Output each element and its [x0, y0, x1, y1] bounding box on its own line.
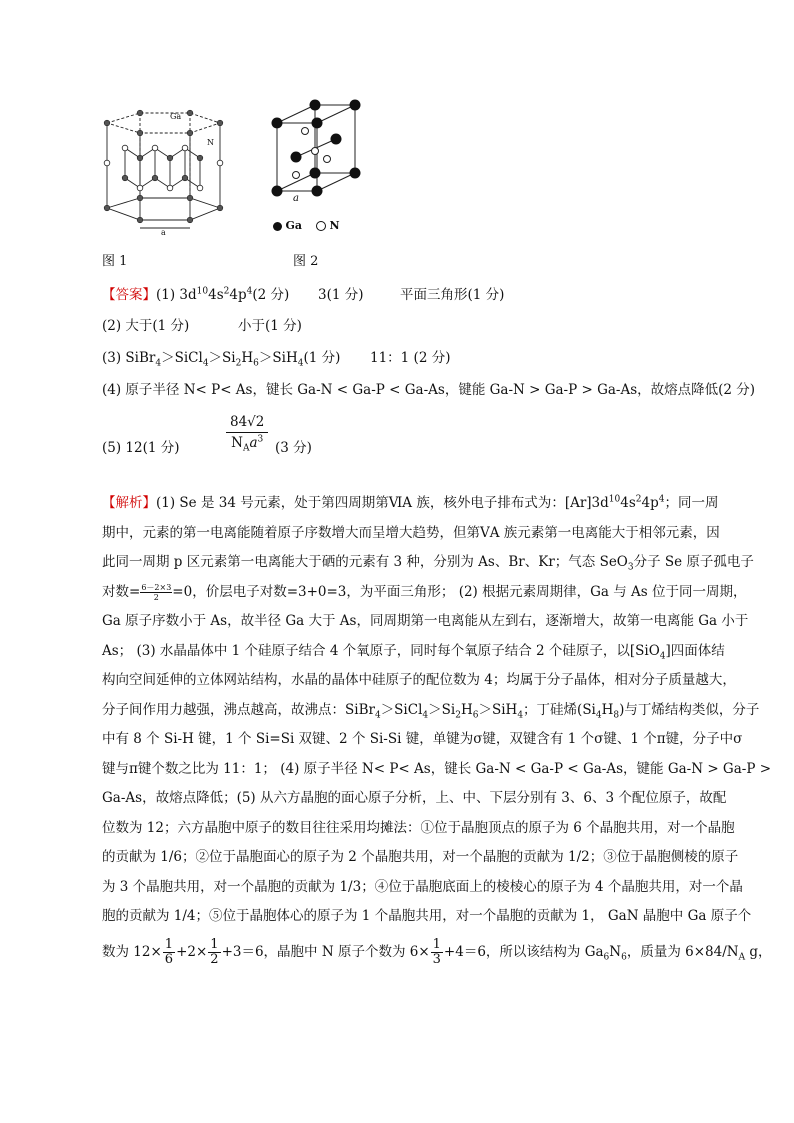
- analysis-line-3: 此同一周期 p 区元素第一电离能大于硒的元素有 3 种，分别为 As、Br、Kr；气态 SeO$_3$分子 Se 原子孤电子: [102, 554, 754, 573]
- figure-2-unit-cell: [265, 95, 375, 240]
- lone-pair-fraction: $\frac{6-2\times 3}{2}$: [141, 582, 172, 602]
- answer-q1-b: 3(1 分): [318, 287, 364, 303]
- fraction-one-third: $\frac{1}{3}$: [432, 936, 441, 967]
- answer-q3-ratio: 11：1 (2 分): [370, 350, 451, 366]
- n-legend-icon: [316, 221, 326, 231]
- answer-q5: (5) 12(1 分): [102, 440, 180, 456]
- figure-1-caption: 图 1: [102, 254, 128, 269]
- figure-2-legend: [273, 219, 340, 232]
- answer-tag: 【答案】: [102, 287, 156, 303]
- answer-q2: (2) 大于(1 分): [102, 318, 190, 334]
- fraction-one-half: $\frac{1}{2}$: [210, 936, 219, 967]
- analysis-line-1: 【解析】(1) Se 是 34 号元素，处于第四周期第ⅥA 族，核外电子排布式为：$[Ar]3d^{10}4s^24p^4$；同一周: [102, 494, 719, 511]
- answer-q5-score: (3 分): [275, 440, 312, 456]
- analysis-line-2: 期中，元素的第一电离能随着原子序数增大而呈增大趋势，但第ⅤA 族元素第一电离能大于相邻元素，因: [102, 524, 720, 541]
- analysis-line-8: 分子间作用力越强，沸点越高，故沸点：$SiBr_4>SiCl_4>Si_2H_6>SiH_4$；丁硅烯$(Si_4H_8)$与丁烯结构类似，分子: [102, 701, 760, 721]
- answer-q1-c: 平面三角形(1 分): [400, 287, 505, 303]
- answer-line-1: 【答案】(1) $3d^{10}4s^24p^4(2$ 分): [102, 286, 290, 303]
- n-legend-label: N: [329, 219, 340, 232]
- analysis-line-10: 键与π键个数之比为 11：1； (4) 原子半径 N< P< As，键长 Ga-N < Ga-P < Ga-As，键能 Ga-N > Ga-P >: [102, 760, 772, 777]
- analysis-line-7: 构向空间延伸的立体网站结构，水晶的晶体中硅原子的配位数为 4；均属于分子晶体，相对分子质量越大，: [102, 672, 736, 688]
- figure-2-caption: 图 2: [293, 254, 319, 269]
- analysis-line-9: 中有 8 个 Si-H 键，1 个 Si=Si 双键、2 个 Si-Si 键，单键为σ键，双键含有 1 个σ键、1 个π键，分子中σ: [102, 731, 743, 747]
- figure-1-hexagonal-cell: [95, 108, 235, 243]
- figure-1-a-label: a: [161, 228, 166, 237]
- analysis-line-16: 数为 12× $\frac{1}{6}$ +2× $\frac{1}{2}$ +3＝6，晶胞中 N 原子个数为 6× $\frac{1}{3}$ +4＝6，所以该结构为 $Ga_6N_6$，质量为 $6\times 84/N_A$ g，: [102, 936, 772, 967]
- answer-q4: (4) 原子半径 N< P< As，键长 Ga-N < Ga-P < Ga-As，键能 Ga-N > Ga-P > Ga-As，故熔点降低(2 分): [102, 382, 756, 398]
- answer-q3: (3) $SiBr_4>SiCl_4>Si_2H_6>SiH_4(1$ 分): [102, 350, 341, 369]
- figure-2-a-label: a: [293, 193, 299, 204]
- analysis-line-15: 胞的贡献为 1/4；⑤位于晶胞体心的原子为 1 个晶胞共用，对一个晶胞的贡献为 1， GaN 晶胞中 Ga 原子个: [102, 908, 752, 924]
- analysis-line-11: Ga-As，故熔点降低；(5) 从六方晶胞的面心原子分析，上、中、下层分别有 3、6、3 个配位原子，故配: [102, 790, 727, 806]
- figure-1-n-label: N: [207, 138, 214, 147]
- analysis-body: [102, 489, 772, 967]
- analysis-line-12: 位数为 12；六方晶胞中原子的数目往往采用均摊法：①位于晶胞顶点的原子为 6 个晶胞共用，对一个晶胞: [102, 819, 735, 836]
- analysis-line-4: 对数= $\frac{6-2\times 3}{2}$ =0，价层电子对数=3+0=3，为平面三角形； (2) 根据元素周期律，Ga 与 As 位于同一周期，: [102, 582, 747, 602]
- figure-1-ga-label: Ga: [170, 112, 182, 121]
- figure-2-drawing: [265, 95, 375, 220]
- fraction-numerator: 84√2: [226, 412, 268, 433]
- ga-legend-label: Ga: [285, 219, 303, 232]
- ga-legend-icon: [273, 222, 282, 231]
- fraction-denominator: $N_Aa^3$: [231, 434, 264, 454]
- analysis-line-5: Ga 原子序数小于 As，故半径 Ga 大于 As，同周期第一电离能从左到右，逐渐增大，故第一电离能 Ga 小于: [102, 613, 749, 629]
- analysis-line-6: As； (3) 水晶晶体中 1 个硅原子结合 4 个氧原子，同时每个氧原子结合 2 个硅原子，以[SiO$_4$]四面体结: [102, 642, 725, 662]
- analysis-line-13: 的贡献为 1/6；②位于晶胞面心的原子为 2 个晶胞共用，对一个晶胞的贡献为 1/2；③位于晶胞侧棱的原子: [102, 849, 739, 865]
- answer-q2-b: 小于(1 分): [238, 318, 302, 334]
- figure-1-drawing: [95, 108, 235, 243]
- fraction-one-sixth: $\frac{1}{6}$: [164, 936, 174, 967]
- analysis-line-14: 为 3 个晶胞共用，对一个晶胞的贡献为 1/3；④位于晶胞底面上的棱棱心的原子为 4 个晶胞共用，对一个晶: [102, 878, 743, 895]
- answer-q5-fraction: [226, 412, 268, 453]
